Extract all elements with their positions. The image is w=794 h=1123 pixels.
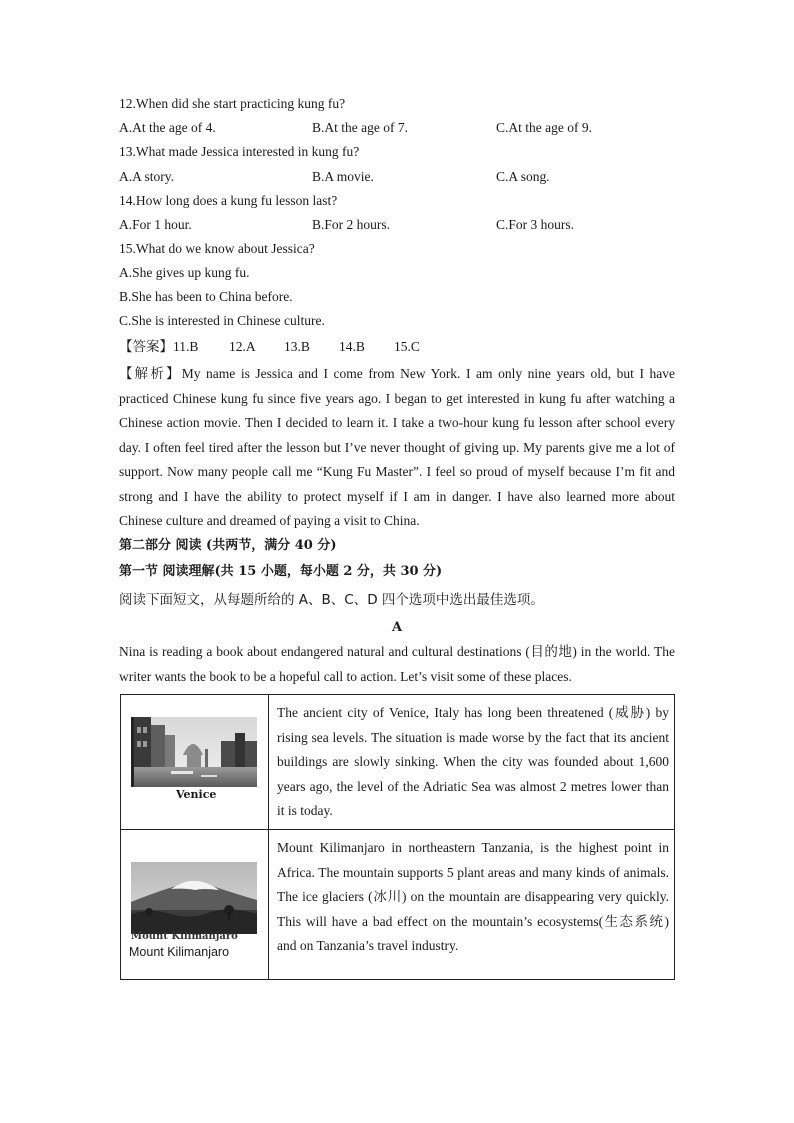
q13-option-a: A.A story. xyxy=(119,169,175,184)
q13-option-c: C.A song. xyxy=(496,169,550,184)
instruction: 阅读下面短文，从每题所给的 A、B、C、D 四个选项中选出最佳选项。 xyxy=(119,592,544,608)
answer-key xyxy=(119,338,420,356)
destinations-table xyxy=(120,694,675,980)
analysis-paragraph xyxy=(119,362,675,534)
kilimanjaro-overlay-caption: Mount Kilimanjaro xyxy=(131,931,238,942)
question-15: 15.What do we know about Jessica? xyxy=(119,241,315,256)
q12-option-c: C.At the age of 9. xyxy=(496,120,592,135)
passage-letter: A xyxy=(392,620,403,635)
venice-caption: Venice xyxy=(176,788,217,801)
answer-label: 【答案】 xyxy=(119,339,173,355)
q12-option-a: A.At the age of 4. xyxy=(119,120,216,135)
q14-option-b: B.For 2 hours. xyxy=(312,217,391,232)
table-row-kilimanjaro xyxy=(121,830,674,979)
venice-description: The ancient city of Venice, Italy has long been threatened (威胁) by rising sea levels. The situation is made worse by the fact that its ancient buildings are slowly sinking. When the city was founded about 1,600 years ago, the level of the Adriatic Sea was almost 2 metres lower than it is today. xyxy=(277,705,669,818)
answer-item: 14.B xyxy=(339,339,365,354)
analysis-label: 【解析】 xyxy=(119,366,182,382)
answer-item: 15.C xyxy=(394,339,420,354)
kilimanjaro-caption: Mount Kilimanjaro xyxy=(129,945,230,959)
answer-item: 13.B xyxy=(284,339,310,354)
q12-option-b: B.At the age of 7. xyxy=(312,120,408,135)
kilimanjaro-description: Mount Kilimanjaro in northeastern Tanzania, is the highest point in Africa. The mountain supports 5 plant areas and many kinds of animals. The ice glaciers (冰川) on the mountain are disappearing very quickly. This will have a bad effect on the mountain’s ecosystems(生态系统) and on Tanzania’s travel industry. xyxy=(277,840,669,953)
q13-option-b: B.A movie. xyxy=(312,169,374,184)
q15-option-b: B.She has been to China before. xyxy=(119,289,293,304)
section1-heading: 第一节 阅读理解(共 15 小题，每小题 2 分，共 30 分) xyxy=(119,564,443,579)
venice-photo xyxy=(131,717,257,787)
question-14: 14.How long does a kung fu lesson last? xyxy=(119,193,338,208)
q14-option-a: A.For 1 hour. xyxy=(119,217,192,232)
question-13: 13.What made Jessica interested in kung fu? xyxy=(119,144,360,159)
analysis-text: My name is Jessica and I come from New York. I am only nine years old, but I have practiced Chinese kung fu since five years ago. I began to get interested in kung fu after watching a Chinese action movie. Then I decided to learn it. I take a two-hour kung fu lesson after school every day. I often feel tired after the lesson but I’ve never thought of giving up. My parents give me a lot of support. Now many people call me “Kung Fu Master”. I feel so proud of myself because I’m fit and strong and I have the ability to protect myself if I am in danger. I have also learned more about Chinese culture and dreamed of paying a visit to China. xyxy=(119,366,676,528)
q15-option-a: A.She gives up kung fu. xyxy=(119,265,250,280)
image-cell xyxy=(121,830,269,979)
answer-item: 11.B xyxy=(173,339,199,354)
question-12: 12.When did she start practicing kung fu? xyxy=(119,96,346,111)
passage-intro: Nina is reading a book about endangered natural and cultural destinations (目的地) in the world. The writer wants the book to be a hopeful call to action. Let’s visit some of these places. xyxy=(119,644,675,684)
kilimanjaro-photo xyxy=(131,862,257,934)
table-row-venice xyxy=(121,695,674,830)
q14-option-c: C.For 3 hours. xyxy=(496,217,575,232)
part2-heading: 第二部分 阅读 (共两节，满分 40 分) xyxy=(119,538,337,553)
q15-option-c: C.She is interested in Chinese culture. xyxy=(119,313,325,328)
image-cell xyxy=(121,695,269,829)
answer-item: 12.A xyxy=(229,339,256,354)
